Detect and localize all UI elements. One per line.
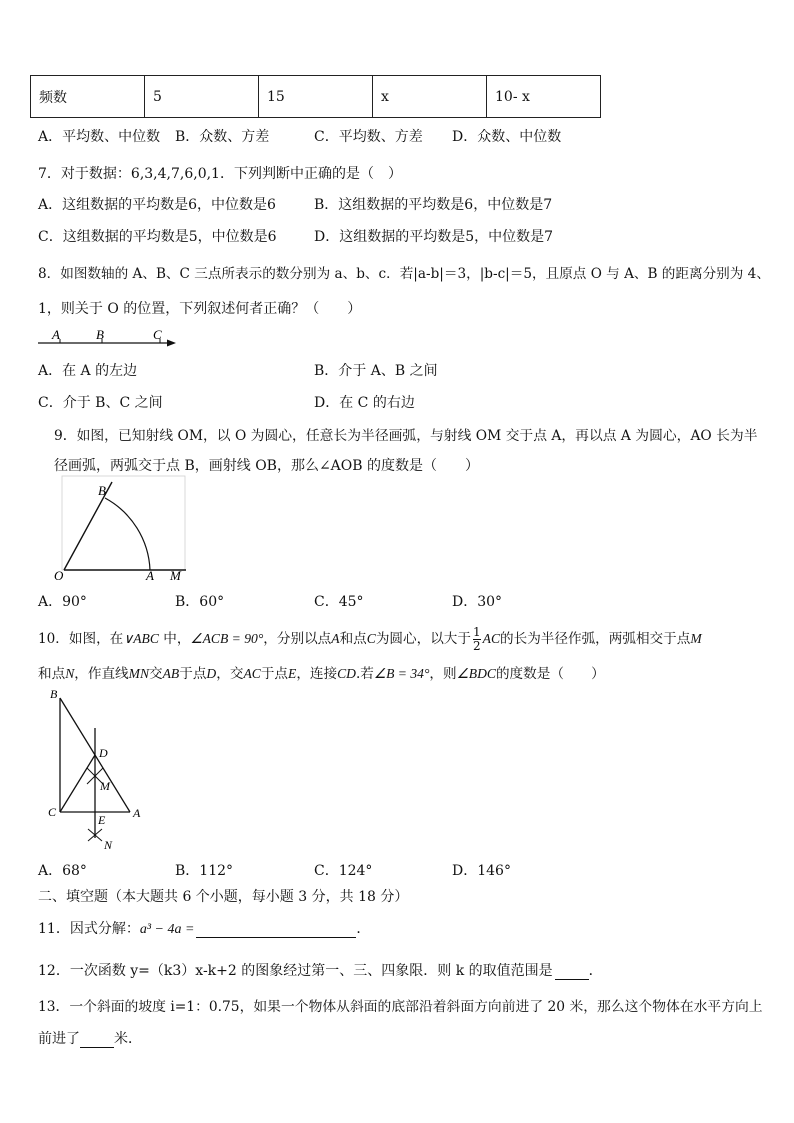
- table-cell: x: [373, 76, 487, 118]
- q9-option-d: D．30°: [452, 594, 503, 610]
- q10-option-d: D．146°: [452, 863, 511, 879]
- label-e: E: [98, 813, 106, 827]
- q10-stem-line2: 和点N，作直线MN交AB于点D，交AC于点E，连接CD.若∠B = 34°，则∠BDC的度数是（ ）: [38, 666, 605, 682]
- triangle-figure: [44, 686, 154, 852]
- q10-option-b: B．112°: [175, 863, 234, 879]
- q7-stem: 7．对于数据：6,3,4,7,6,0,1．下列判断中正确的是（ ）: [38, 166, 402, 182]
- q10-stem-line1: 10．如图，在∨ABC 中，∠ACB = 90°，分别以点A和点C为圆心，以大于 $\frac{1}{2}$ AC的长为半径作弧，两弧相交于点M: [38, 625, 702, 653]
- table-cell: 频数: [31, 76, 145, 118]
- frequency-table: [30, 75, 601, 118]
- q7-option-d: D．这组数据的平均数是5，中位数是7: [314, 229, 554, 245]
- label-n: N: [104, 838, 113, 852]
- q7-option-a: A．这组数据的平均数是6，中位数是6: [38, 197, 276, 213]
- label-d: D: [99, 746, 108, 760]
- q6-option-a: A．平均数、中位数: [38, 129, 161, 145]
- q8-option-c: C．介于 B、C 之间: [38, 395, 163, 411]
- q6-option-b: B．众数、方差: [175, 129, 270, 145]
- angle-figure: [48, 474, 188, 584]
- label-m: M: [100, 779, 110, 793]
- table-cell: 15: [259, 76, 373, 118]
- answer-blank[interactable]: [555, 979, 589, 980]
- table-cell: 5: [145, 76, 259, 118]
- q9-stem-line2: 径画弧，两弧交于点 B，画射线 OB，那么∠AOB 的度数是（ ）: [54, 458, 480, 474]
- section-heading: 二、填空题（本大题共 6 个小题，每小题 3 分，共 18 分）: [38, 889, 409, 905]
- q8-option-a: A．在 A 的左边: [38, 363, 138, 379]
- label-a: A: [133, 806, 141, 820]
- q8-stem-line2: 1，则关于 O 的位置，下列叙述何者正确？（ ）: [38, 301, 362, 317]
- q8-option-b: B．介于 A、B 之间: [314, 363, 438, 379]
- q12: 12．一次函数 y=（k3）x-k+2 的图象经过第一、三、四象限．则 k 的取值范围是 ．: [38, 963, 603, 979]
- q13-line2: 前进了 米．: [38, 1031, 142, 1047]
- q8-option-d: D．在 C 的右边: [314, 395, 415, 411]
- label-c: C: [153, 327, 162, 342]
- label-a: A: [146, 568, 154, 583]
- label-b: B: [98, 483, 106, 498]
- q9-option-b: B．60°: [175, 594, 225, 610]
- label-c: C: [48, 805, 57, 819]
- table-cell: 10- x: [487, 76, 601, 118]
- answer-blank[interactable]: [196, 937, 356, 938]
- label-b: B: [96, 327, 104, 342]
- q6-option-d: D．众数、中位数: [452, 129, 562, 145]
- q8-stem-line1: 8．如图数轴的 A、B、C 三点所表示的数分别为 a、b、c．若|a-b|＝3，|b-c|＝5，且原点 O 与 A、B 的距离分别为 4、: [38, 266, 770, 282]
- label-b: B: [50, 687, 58, 701]
- table-row: [31, 76, 601, 118]
- label-a: A: [52, 327, 60, 342]
- answer-blank[interactable]: [80, 1047, 114, 1048]
- q9-option-a: A．90°: [38, 594, 87, 610]
- label-o: O: [54, 568, 64, 583]
- q13-line1: 13．一个斜面的坡度 i=1：0.75，如果一个物体从斜面的底部沿着斜面方向前进了 20 米，那么这个物体在水平方向上: [38, 999, 763, 1015]
- q10-option-a: A．68°: [38, 863, 87, 879]
- q11: 11．因式分解：a³ − 4a = ．: [38, 921, 371, 937]
- q9-option-c: C．45°: [314, 594, 364, 610]
- q10-option-c: C．124°: [314, 863, 373, 879]
- q7-option-c: C．这组数据的平均数是5，中位数是6: [38, 229, 277, 245]
- q6-option-c: C．平均数、方差: [314, 129, 423, 145]
- number-line-figure: [36, 326, 186, 350]
- q9-stem-line1: 9．如图，已知射线 OM，以 O 为圆心，任意长为半径画弧，与射线 OM 交于点 A，再以点 A 为圆心，AO 长为半: [54, 428, 758, 444]
- fraction-half: $\frac{1}{2}$: [473, 625, 481, 653]
- q7-option-b: B．这组数据的平均数是6，中位数是7: [314, 197, 553, 213]
- label-m: M: [170, 568, 181, 583]
